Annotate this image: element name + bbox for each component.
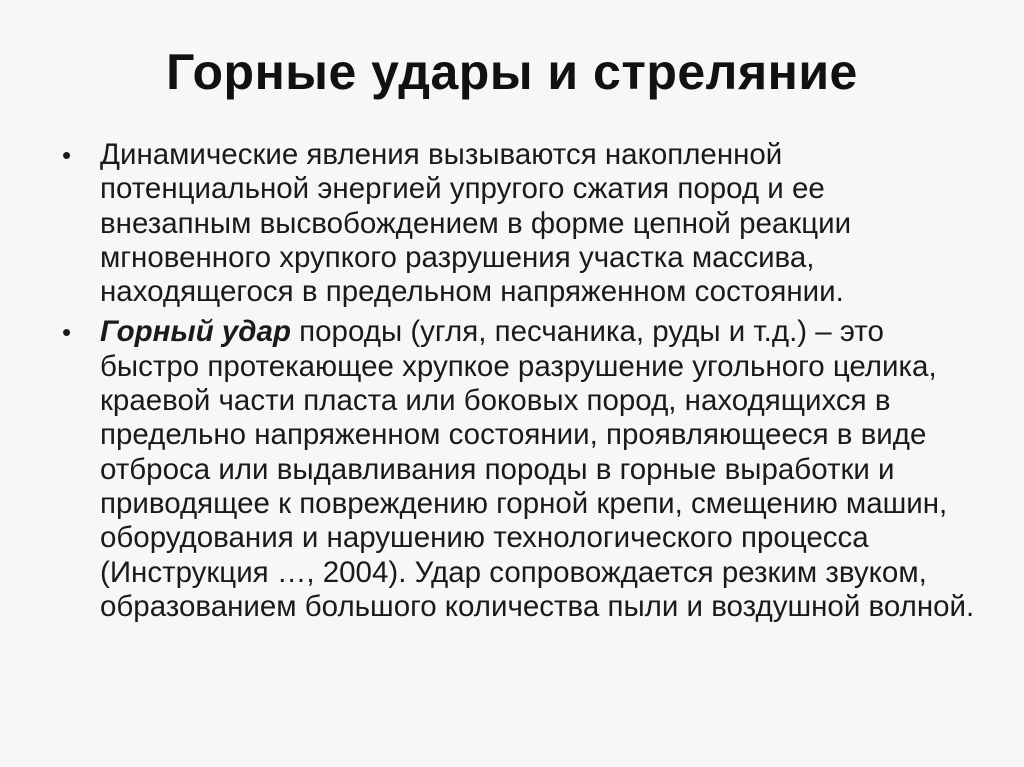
bullet-marker: • xyxy=(62,317,72,348)
bullet-list xyxy=(62,138,982,630)
bullet-item-rock-burst xyxy=(62,315,982,624)
bullet-marker: • xyxy=(62,140,72,170)
bullet-text: породы (угля, песчаника, руды и т.д.) – это быстро протекающее хрупкое разрушение угольного целика, краевой части пласта или боковых пород, находящихся в предельно напряженном состоянии, проявляющееся в виде отброса или выдавливания породы в горные выработки и приводящее к повреждению горной крепи, смещению машин, оборудования и нарушению технологического процесса (Инструкция …, 2004). Удар сопровождается резким звуком, образованием большого количества пыли и воздушной волной. xyxy=(100,315,975,623)
bullet-item-dynamic-phenomena xyxy=(62,138,982,309)
slide-title: Горные удары и стреляние xyxy=(166,44,858,100)
bullet-term: Горный удар xyxy=(100,315,291,349)
bullet-text: Динамические явления вызываются накопленной потенциальной энергией упругого сжатия пород и ее внезапным высвобождением в форме цепной реакции мгновенного хрупкого разрушения участка массива, находящегося в предельном напряженном состоянии. xyxy=(100,138,852,309)
